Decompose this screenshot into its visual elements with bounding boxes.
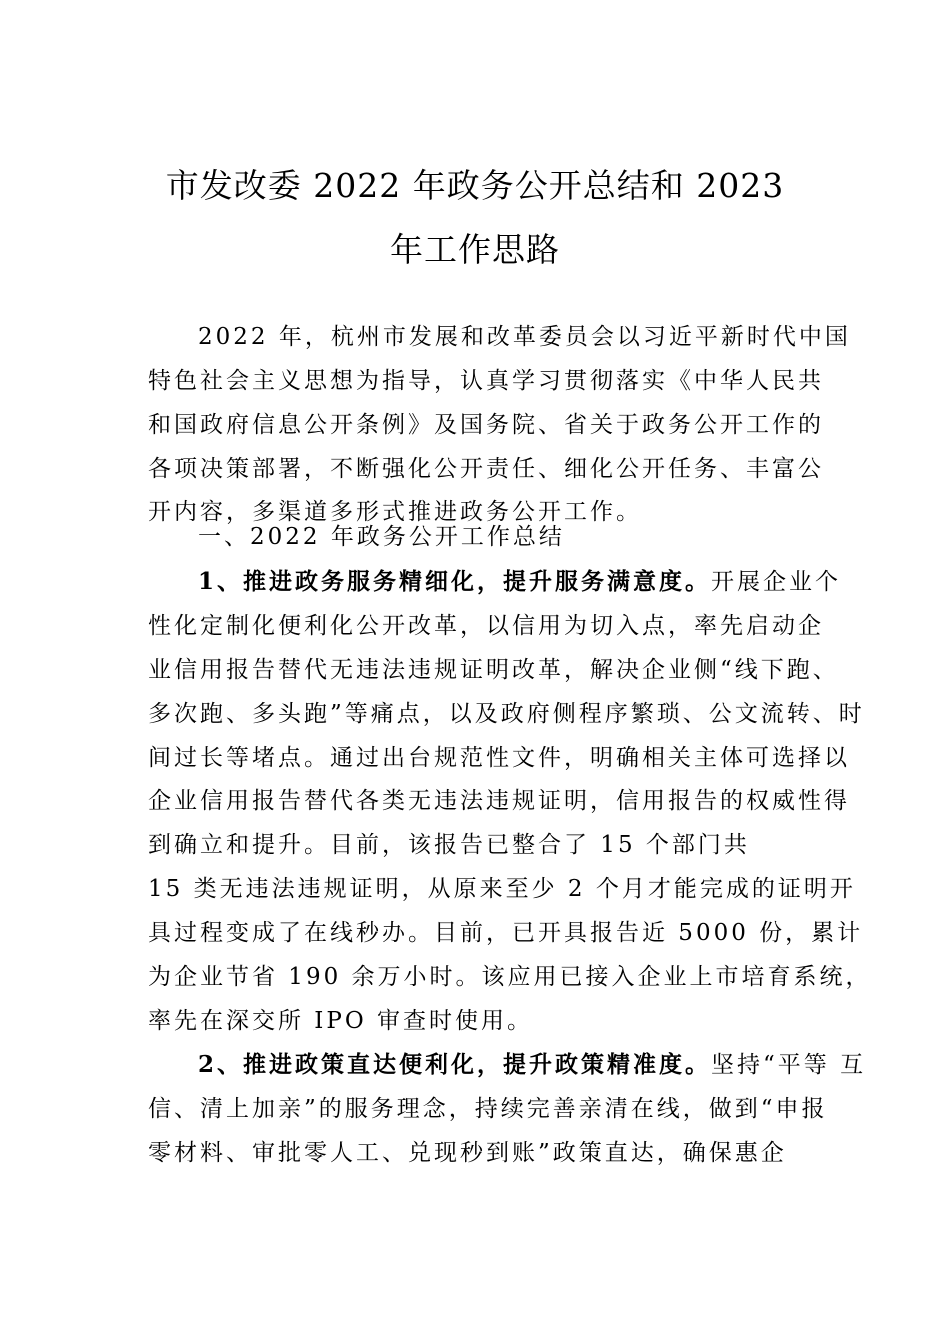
paragraph-line: 零材料、审批零人工、兑现秒到账”政策直达，确保惠企 — [148, 1140, 787, 1166]
paragraph-line: 开内容，多渠道多形式推进政务公开工作。 — [148, 499, 642, 525]
paragraph-line-with-heading — [198, 1050, 867, 1080]
paragraph-line: 企业信用报告替代各类无违法违规证明，信用报告的权威性得 — [148, 788, 850, 814]
paragraph-line: 和国政府信息公开条例》及国务院、省关于政务公开工作的 — [148, 412, 824, 438]
paragraph-line: 15 类无违法违规证明，从原来至少 2 个月才能完成的证明开 — [148, 876, 856, 902]
section-heading: 一、2022 年政务公开工作总结 — [198, 524, 565, 550]
paragraph-line-with-heading — [198, 567, 842, 597]
paragraph-line: 特色社会主义思想为指导，认真学习贯彻落实《中华人民共 — [148, 368, 824, 394]
paragraph-line: 到确立和提升。目前，该报告已整合了 15 个部门共 — [148, 832, 750, 858]
paragraph-line: 2022 年，杭州市发展和改革委员会以习近平新时代中国 — [198, 324, 851, 350]
document-title-line-1: 市发改委 2022 年政务公开总结和 2023 — [165, 166, 785, 205]
paragraph-line: 性化定制化便利化公开改革，以信用为切入点，率先启动企 — [148, 613, 824, 639]
paragraph-line: 业信用报告替代无违法违规证明改革，解决企业侧“线下跑、 — [148, 657, 839, 683]
paragraph-text: 坚持“平等 互 — [711, 1052, 867, 1078]
item-heading-2: 2、推进政策直达便利化，提升政策精准度。 — [198, 1051, 712, 1078]
paragraph-line: 信、清上加亲”的服务理念，持续完善亲清在线，做到“申报 — [148, 1096, 828, 1122]
paragraph-text: 开展企业个 — [711, 569, 842, 595]
document-title-line-2: 年工作思路 — [390, 230, 560, 269]
paragraph-line: 为企业节省 190 余万小时。该应用已接入企业上市培育系统， — [148, 964, 872, 990]
paragraph-line: 具过程变成了在线秒办。目前，已开具报告近 5000 份，累计 — [148, 920, 864, 946]
paragraph-line: 多次跑、多头跑”等痛点，以及政府侧程序繁琐、公文流转、时 — [148, 701, 865, 727]
paragraph-line: 率先在深交所 IPO 审查时使用。 — [148, 1008, 534, 1034]
paragraph-line: 间过长等堵点。通过出台规范性文件，明确相关主体可选择以 — [148, 745, 850, 771]
paragraph-line: 各项决策部署，不断强化公开责任、细化公开任务、丰富公 — [148, 456, 824, 482]
item-heading-1: 1、推进政务服务精细化，提升服务满意度。 — [198, 568, 712, 595]
